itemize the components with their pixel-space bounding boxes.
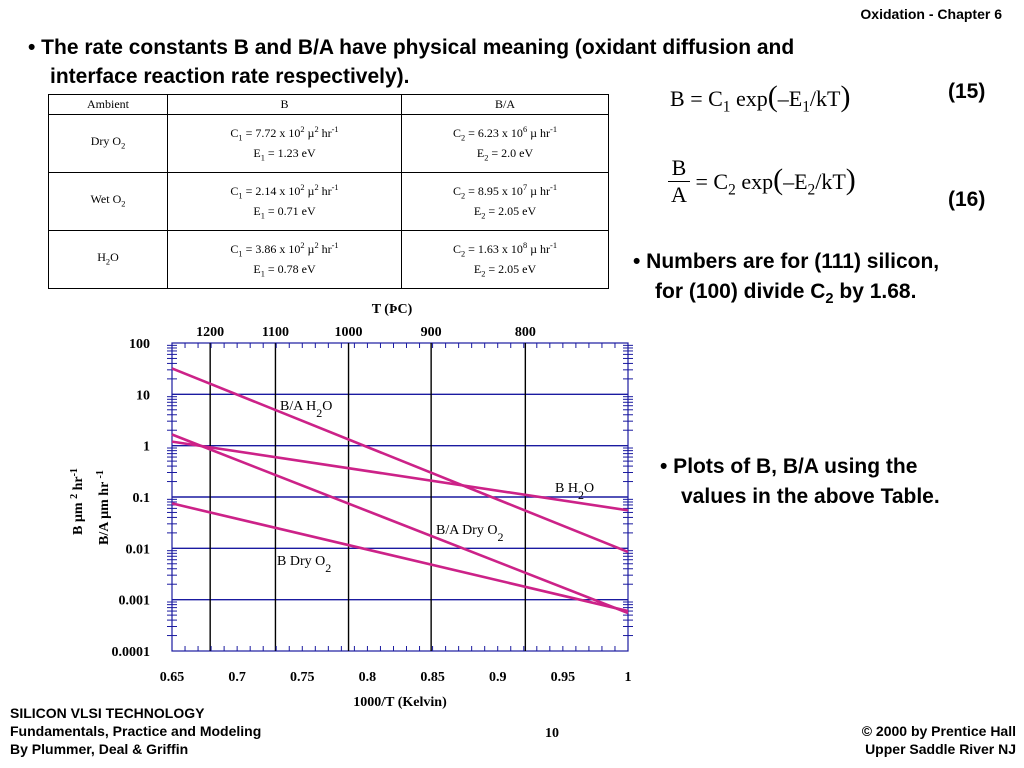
ba-cell: $C_2 = 6.23$ x $10^6$ µ $hr^{-1}$ $E_2 = 2.0$ eV xyxy=(402,115,609,173)
axis-title-part: B/A H xyxy=(280,399,317,414)
rate-bullet-line1: • The rate constants B and B/A have physical meaning (oxidant diffusion and xyxy=(28,36,795,59)
y-tick-label: 0.0001 xyxy=(111,645,150,660)
axis-title-part: 2 xyxy=(68,493,80,499)
x-axis-title: 1000/T (Kelvin) xyxy=(353,695,447,710)
series-label xyxy=(280,399,332,420)
equation-16-number: (16) xyxy=(948,188,986,211)
footer-book-subtitle: Fundamentals, Practice and Modeling xyxy=(10,723,262,739)
x-tick-label: 0.9 xyxy=(488,670,507,685)
series-label-sub: 2 xyxy=(497,530,504,544)
x-tick-label: 0.65 xyxy=(159,670,185,685)
axis-title-part: B Dry O xyxy=(277,554,326,569)
equation-16: $\frac{B}{A}$ = $C_2$ $\exp(-E_2/kT)$ xyxy=(668,155,856,208)
table-header: Ambient xyxy=(49,95,168,115)
rate-bullet-line2: interface reaction rate respectively). xyxy=(50,65,410,88)
plots-bullet-line1: • Plots of B, B/A using the xyxy=(660,455,918,478)
footer-book xyxy=(10,704,261,758)
x-tick-label: 0.75 xyxy=(290,670,315,685)
y-tick-label: 0.001 xyxy=(118,593,150,609)
axis-title-part: -1 xyxy=(68,468,80,477)
footer-book-title: SILICON VLSI TECHNOLOGY xyxy=(10,705,205,721)
numbers-bullet-line1: • Numbers are for (111) silicon, xyxy=(633,250,940,273)
series-label-sub: 2 xyxy=(316,406,323,420)
y-tick-label: 1 xyxy=(143,439,150,455)
series-label-sub: 2 xyxy=(325,561,332,575)
table-header: B xyxy=(168,95,402,115)
x-tick-label: 0.8 xyxy=(358,670,377,685)
axis-title-part: hr xyxy=(71,476,86,494)
axis-title-part: O xyxy=(583,481,595,496)
temperature-tick-label: 1100 xyxy=(261,325,290,340)
y-tick-label: 0.01 xyxy=(125,542,150,558)
equation-15: $B = C_1$ $\exp(-E_1/kT)$ xyxy=(670,80,851,116)
x-tick-label: 0.7 xyxy=(228,670,246,685)
table-header: B/A xyxy=(402,95,609,115)
equation-15-number: (15) xyxy=(948,80,986,103)
axis-title-part: O xyxy=(322,399,333,414)
footer-authors: By Plummer, Deal & Griffin xyxy=(10,741,189,757)
page-number: 10 xyxy=(545,726,559,741)
plots-bullet-line2: values in the above Table. xyxy=(681,485,940,508)
b-cell: $C_1 = 3.86$ x $10^2$ µ$^2$ $hr^{-1}$ $E_1 = 0.78$ eV xyxy=(168,231,402,289)
temperature-tick-label: 900 xyxy=(420,325,442,340)
axis-title-part: -1 xyxy=(94,470,106,479)
x-tick-label: 0.85 xyxy=(420,670,445,685)
ba-cell: $C_2 = 1.63$ x $10^8$ µ $hr^{-1}$ $E_2 = 2.05$ eV xyxy=(402,231,609,289)
axis-title-part: B µm xyxy=(71,498,86,535)
temperature-axis-title: T (ÞC) xyxy=(371,302,413,317)
footer-copyright-line2: Upper Saddle River NJ xyxy=(865,741,1016,757)
footer-copyright-line1: © 2000 by Prentice Hall xyxy=(861,723,1016,739)
ambient-cell: $H_2O$ xyxy=(49,231,168,289)
y-axis-title-b xyxy=(69,468,87,535)
series-label-sub: 2 xyxy=(577,488,584,502)
series-line xyxy=(172,503,628,611)
b-cell: $C_1 = 7.72$ x $10^2$ µ$^2$ $hr^{-1}$ $E_1 = 1.23$ eV xyxy=(168,115,402,173)
series-label xyxy=(277,554,331,575)
x-tick-label: 1 xyxy=(624,670,632,685)
chapter-header: Oxidation - Chapter 6 xyxy=(860,6,1002,22)
series-line xyxy=(172,442,628,511)
temperature-tick-label: 800 xyxy=(514,325,536,340)
footer-copyright xyxy=(862,722,1016,758)
temperature-tick-label: 1000 xyxy=(334,325,363,340)
y-tick-label: 100 xyxy=(129,337,150,352)
x-tick-label: 0.95 xyxy=(550,670,576,685)
y-tick-label: 10 xyxy=(136,388,150,404)
axis-title-part: B/A Dry O xyxy=(436,523,498,538)
ambient-cell: Dry $O_2$ xyxy=(49,115,168,173)
y-tick-label: 0.1 xyxy=(132,491,150,506)
ambient-cell: Wet $O_2$ xyxy=(49,173,168,231)
axis-title-part: B/A µm hr xyxy=(97,478,112,545)
axis-title-part: B H xyxy=(555,481,578,496)
temperature-tick-label: 1200 xyxy=(196,325,225,340)
numbers-bullet-line2: for (100) divide $C_2$ by 1.68. xyxy=(655,280,917,308)
b-cell: $C_1 = 2.14$ x $10^2$ µ$^2$ $hr^{-1}$ $E_1 = 0.71$ eV xyxy=(168,173,402,231)
series-label xyxy=(555,481,594,502)
ba-cell: $C_2 = 8.95$ x $10^7$ µ $hr^{-1}$ $E_2 = 2.05$ eV xyxy=(402,173,609,231)
y-axis-title-ba xyxy=(95,470,113,545)
